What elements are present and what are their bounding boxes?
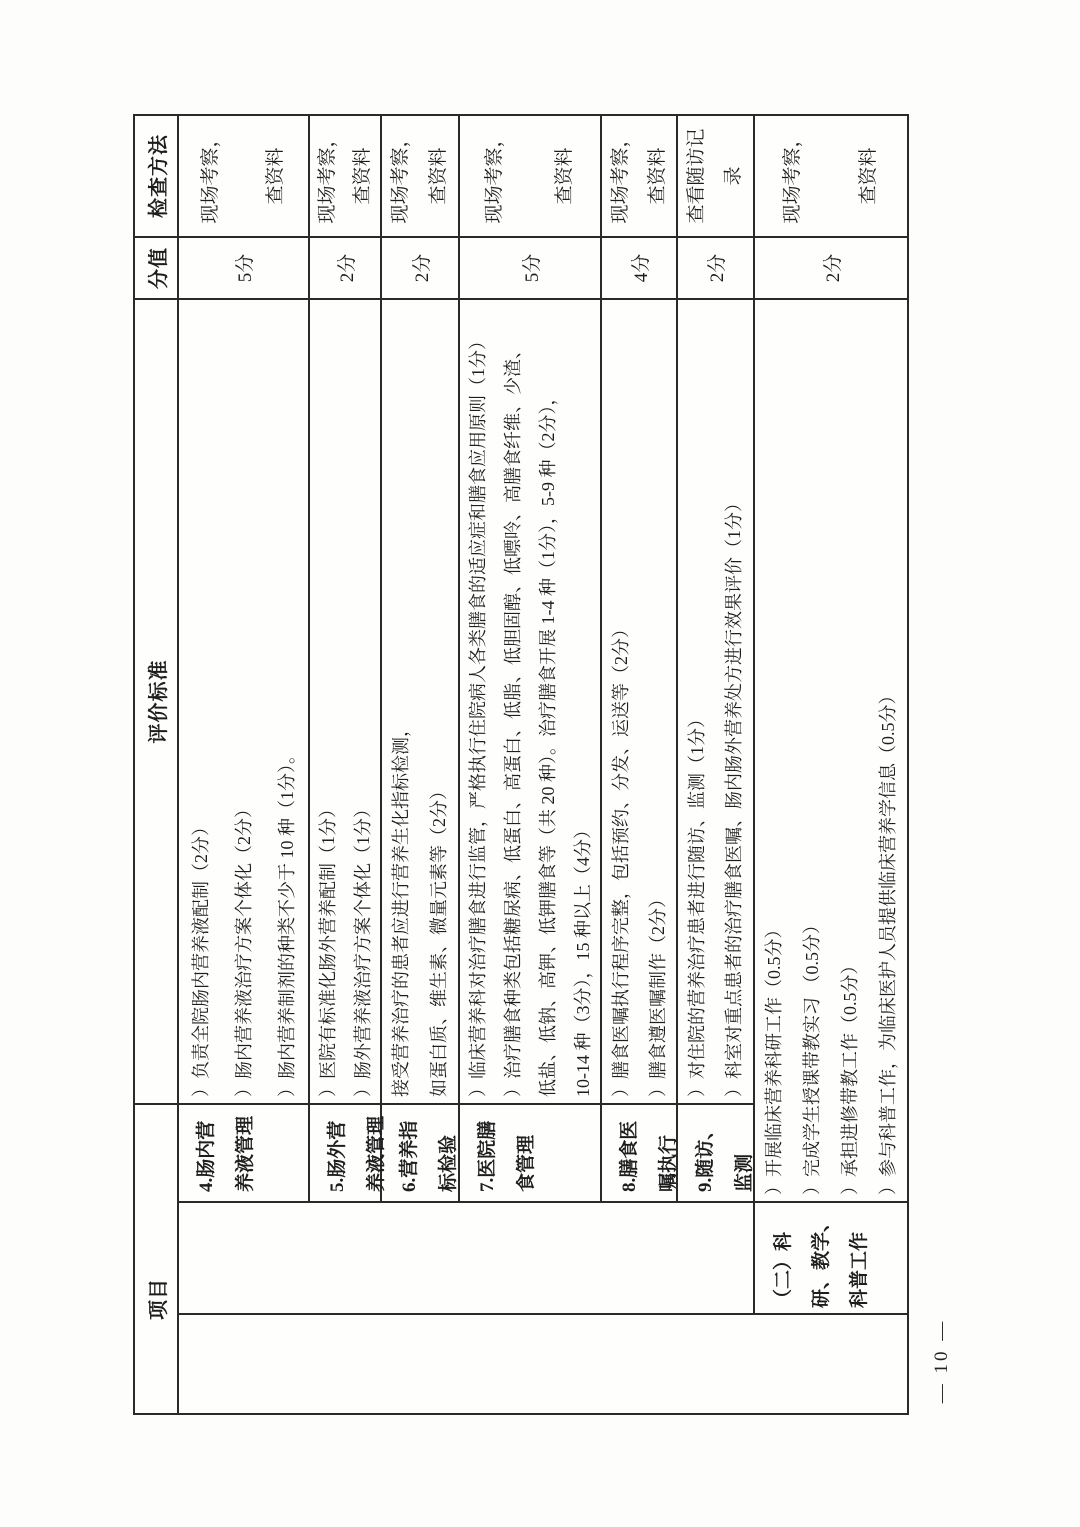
score-value: 5分 <box>521 253 543 283</box>
method-line: 查资料 <box>264 147 286 205</box>
category-cell-continuation <box>179 1201 755 1313</box>
criteria-line: ）科室对重点患者的治疗膳食医嘱、肠内肠外营养处方进行效果评价（1分） <box>724 494 745 1097</box>
method-line: 查资料 <box>554 147 575 205</box>
item-name-line: 6.营养指 <box>399 1120 420 1192</box>
criteria-line: ）临床营养科对治疗膳食进行监管，严格执行住院病人各类膳食的适应症和膳食应用原则（1分） <box>467 332 488 1097</box>
header-cell-criteria <box>135 298 179 1103</box>
header-criteria-label: 评价标准 <box>147 659 170 744</box>
method-row4 <box>179 116 310 236</box>
method-line: 现场考察， <box>782 128 803 224</box>
criteria-row6 <box>382 298 460 1103</box>
item-name-line: 标检验 <box>438 1134 459 1192</box>
method-line: 查资料 <box>646 147 668 205</box>
method-line: 查资料 <box>351 147 373 205</box>
item-name-line: 食管理 <box>516 1134 537 1192</box>
item-name-row6 <box>382 1103 460 1201</box>
score-row4 <box>179 236 310 298</box>
category-line: 科普工作 <box>849 1231 870 1308</box>
header-cell-method <box>135 116 179 236</box>
header-item-label: 项目 <box>147 1278 170 1320</box>
criteria-row4 <box>179 298 310 1103</box>
criteria-row8 <box>602 298 678 1103</box>
score-row9 <box>678 236 755 298</box>
criteria-line: ）完成学生授课带教实习 （0.5分） <box>802 916 822 1195</box>
criteria-row5 <box>310 298 382 1103</box>
item-name-line: 5.肠外营 <box>327 1120 348 1192</box>
method-row5 <box>310 116 382 236</box>
rotated-landscape-canvas <box>133 118 1053 1415</box>
criteria-line: 如蛋白质、维生素、微量元素等（2分） <box>429 782 449 1097</box>
method-line: 现场考察， <box>316 128 338 224</box>
method-line: 查资料 <box>858 147 879 205</box>
method-line: 录 <box>723 166 745 186</box>
criteria-line: ）负责全院肠内营养液配制（2分） <box>190 818 211 1097</box>
item-name-line: 4.肠内营 <box>196 1120 217 1192</box>
category-line: （二）科 <box>773 1231 794 1308</box>
item-name-line: 8.膳食医 <box>619 1120 640 1192</box>
criteria-line: ）肠内营养液治疗方案个体化（2分） <box>233 800 254 1097</box>
method-line: 现场考察， <box>390 128 411 224</box>
score-row8 <box>602 236 678 298</box>
criteria-line: ）治疗膳食种类包括糖尿病、低蛋白、高蛋白、低脂、低胆固醇、低嘌呤、高膳食纤维、少渣、 <box>502 341 523 1097</box>
criteria-line: ）膳食医嘱执行程序完整，包括预约、分发、运送等（2分） <box>610 620 631 1097</box>
criteria-line: 接受营养治疗的患者应进行营养生化指标检测， <box>391 719 411 1097</box>
criteria-row9 <box>678 298 755 1103</box>
criteria-line: ）肠外营养液治疗方案个体化（1分） <box>352 800 373 1097</box>
criteria-line: ）参与科普工作，为临床医护人员提供临床营养学信息（0.5分） <box>878 686 898 1195</box>
criteria-line: ）开展临床营养科研工作（0.5分） <box>764 920 784 1195</box>
score-value: 2分 <box>707 253 728 283</box>
item-name-row5 <box>310 1103 387 1201</box>
method-line: 现场考察， <box>200 128 222 224</box>
criteria-line: ）膳食遵医嘱制作（2分） <box>647 890 668 1097</box>
method-section2 <box>755 116 907 236</box>
method-line: 查资料 <box>428 147 449 205</box>
method-line: 现场考察， <box>484 128 505 224</box>
item-column-empty-strip <box>179 1313 907 1413</box>
item-name-line: 养液管理 <box>366 1115 387 1192</box>
item-name-line: 嘱执行 <box>658 1134 679 1192</box>
method-row7 <box>460 116 602 236</box>
method-row9 <box>678 116 755 236</box>
item-name-line: 7.医院膳 <box>477 1120 498 1192</box>
method-line: 查看随访记 <box>685 128 707 224</box>
method-line: 现场考察， <box>609 128 631 224</box>
item-name-row8 <box>602 1103 678 1201</box>
score-value: 2分 <box>336 253 358 283</box>
score-section2 <box>755 236 907 298</box>
criteria-line: ）肠内营养制剂的种类不少于 10 种（1分）。 <box>276 746 297 1097</box>
score-row6 <box>382 236 460 298</box>
method-row8 <box>602 116 678 236</box>
score-value: 2分 <box>411 253 433 283</box>
item-name-row4 <box>179 1103 310 1201</box>
item-name-line: 养液管理 <box>235 1115 256 1192</box>
score-row7 <box>460 236 602 298</box>
score-value: 5分 <box>235 253 256 283</box>
criteria-section2 <box>755 298 907 1201</box>
page-number: — 10 — <box>931 1318 952 1404</box>
evaluation-table <box>133 114 909 1415</box>
item-name-line: 9.随访、 <box>695 1120 716 1192</box>
category-line: 研、教学、 <box>811 1212 832 1308</box>
method-row6 <box>382 116 460 236</box>
score-value: 2分 <box>822 253 844 283</box>
criteria-line: ）对住院的营养治疗患者进行随访、监测（1分） <box>686 710 707 1097</box>
score-value: 4分 <box>630 253 652 283</box>
header-method-label: 检查方法 <box>147 134 170 218</box>
criteria-line: 低盐、低钠、高钾、低钾膳食等（共 20 种）。治疗膳食开展 1-4 种（1分），5-9 种（2分）， <box>537 387 558 1097</box>
item-name-row7 <box>460 1103 602 1201</box>
criteria-line: ）医院有标准化肠外营养配制（1分） <box>317 800 338 1097</box>
criteria-row7 <box>460 298 602 1103</box>
category-cell-section2 <box>755 1201 907 1313</box>
header-cell-score <box>135 236 179 298</box>
criteria-line: 10-14 种（3分），15 种以上（4分） <box>572 821 593 1097</box>
header-cell-item <box>135 1103 179 1413</box>
score-row5 <box>310 236 382 298</box>
item-name-row9 <box>678 1103 755 1201</box>
header-score-label: 分值 <box>147 247 170 289</box>
item-name-line: 监测 <box>734 1153 755 1192</box>
criteria-line: ）承担进修带教工作（0.5分） <box>840 956 860 1195</box>
